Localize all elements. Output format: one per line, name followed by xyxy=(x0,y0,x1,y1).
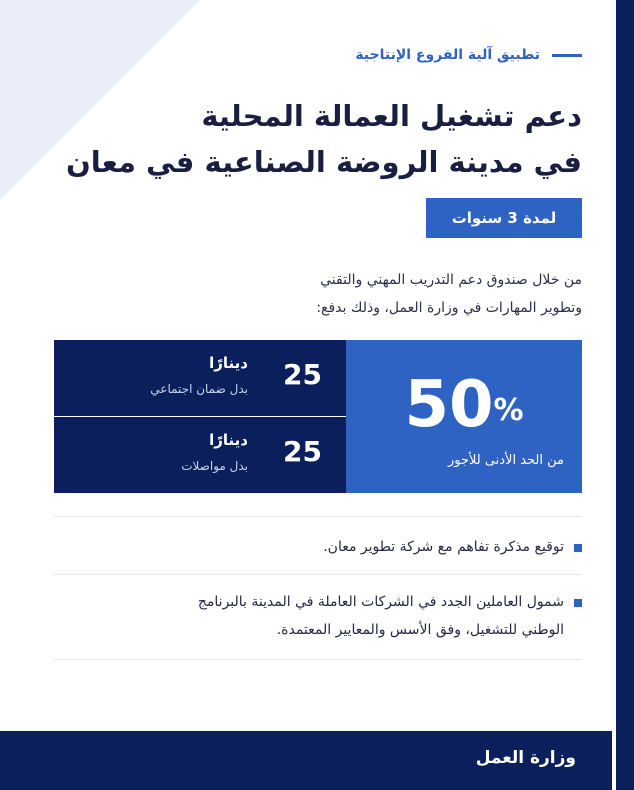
divider xyxy=(54,516,582,517)
allowance-cards xyxy=(54,340,346,493)
social-security-card xyxy=(54,340,346,416)
list-item xyxy=(54,533,582,561)
bullet-square-icon xyxy=(574,544,582,552)
subtitle-text: تطبيق آلية الفروع الإنتاجية xyxy=(355,47,540,63)
social-security-value: 25 xyxy=(283,358,322,391)
bullet-square-icon xyxy=(574,599,582,607)
list-item-line: توقيع مذكرة تفاهم مع شركة تطوير معان. xyxy=(323,539,564,555)
social-security-label: بدل ضمان اجتماعي xyxy=(150,382,248,396)
intro-text xyxy=(222,266,582,322)
benefits-grid xyxy=(54,340,582,493)
list-item-line: شمول العاملين الجدد في الشركات العاملة في المدينة بالبرنامج xyxy=(197,594,564,610)
divider xyxy=(54,659,582,660)
intro-line-1: من خلال صندوق دعم التدريب المهني والتقني xyxy=(320,272,582,288)
title-line-2: في مدينة الروضة الصناعية في معان xyxy=(66,145,582,179)
title-line-1: دعم تشغيل العمالة المحلية xyxy=(201,99,582,133)
divider xyxy=(54,574,582,575)
wage-label: من الحد الأدنى للأجور xyxy=(447,453,564,468)
right-edge-bar xyxy=(616,0,634,790)
subtitle-accent-line xyxy=(552,54,582,57)
duration-badge: لمدة 3 سنوات xyxy=(426,198,582,238)
right-edge-gap xyxy=(613,0,616,790)
transport-value: 25 xyxy=(283,435,322,468)
transport-label: بدل مواصلات xyxy=(181,459,248,473)
subtitle xyxy=(355,47,582,63)
transport-unit: دينارًا xyxy=(209,431,248,449)
wage-value xyxy=(346,370,582,446)
list-item-line: الوطني للتشغيل، وفق الأسس والمعايير المعتمدة. xyxy=(276,622,564,638)
wage-unit: % xyxy=(493,393,524,428)
wage-number: 50 xyxy=(404,368,494,442)
list-item-text xyxy=(323,533,564,561)
footer xyxy=(0,731,612,790)
footer-brand: وزارة العمل xyxy=(475,748,576,768)
page-title xyxy=(66,93,582,185)
intro-line-2: وتطوير المهارات في وزارة العمل، وذلك بدفع: xyxy=(316,300,582,316)
wage-benefit-card xyxy=(346,340,582,493)
list-item xyxy=(54,588,582,644)
social-security-unit: دينارًا xyxy=(209,354,248,372)
transport-card xyxy=(54,417,346,493)
list-item-text xyxy=(198,588,564,644)
